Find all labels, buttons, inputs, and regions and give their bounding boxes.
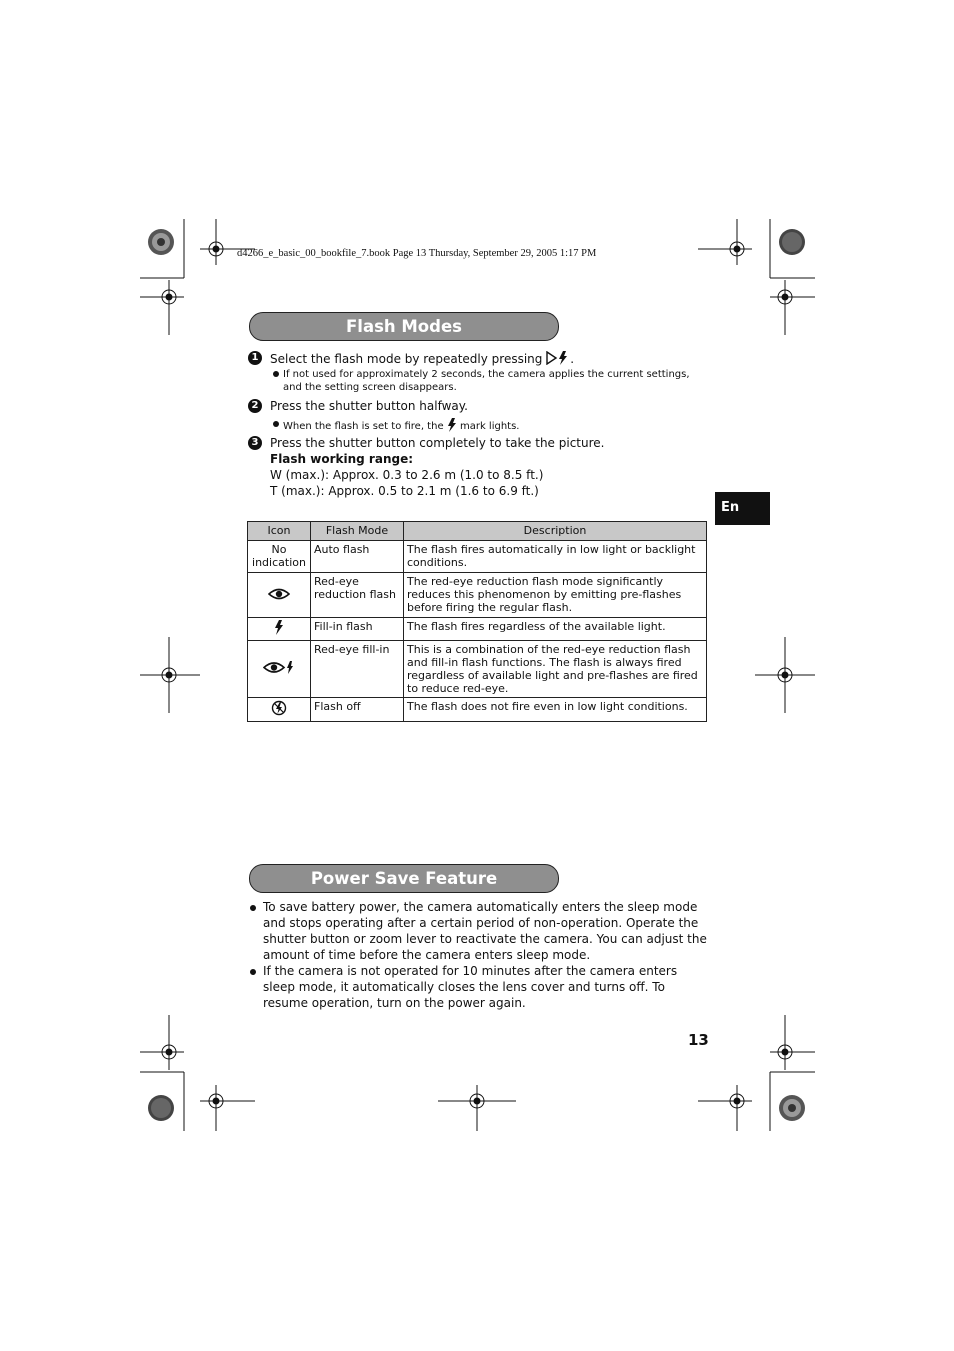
step-number: 2 (248, 399, 262, 413)
step-number: 1 (248, 351, 262, 365)
icon-cell: No indication (248, 541, 311, 573)
crosshair-mark (770, 280, 815, 335)
bullet-dot (273, 371, 279, 377)
mode-cell: Red-eye fill-in (311, 641, 404, 698)
table-header-description: Description (404, 522, 707, 541)
crosshair-mark (140, 1015, 184, 1070)
description-cell: This is a combination of the red-eye reduction flash and fill-in flash functions. The flash is always fired regardless of available light and pre-flashes are fired to reduce red-eye. (404, 641, 707, 698)
crosshair-mark (140, 637, 200, 713)
flash-range-label: Flash working range: (270, 452, 414, 466)
crosshair-mark (698, 219, 752, 265)
crosshair-mark (438, 1085, 516, 1131)
step-2-text: Press the shutter button halfway. (270, 399, 468, 413)
step-2-note-before: When the flash is set to fire, the (283, 421, 444, 432)
step-1-note: If not used for approximately 2 seconds, the camera applies the current settings, and the setting screen disappears. (283, 369, 690, 393)
icon-cell (248, 641, 311, 698)
description-cell: The flash fires regardless of the available light. (404, 618, 707, 641)
table-row (248, 641, 707, 698)
table-row (248, 618, 707, 641)
crosshair-mark (770, 1015, 815, 1070)
crosshair-mark (140, 280, 184, 335)
power-save-paragraph-1: To save battery power, the camera automatically enters the sleep mode and stops operating after a certain period of non-operation. Operate the shutter button or zoom lever to reactivate the camera. You can adjust the amount of time before the camera enters sleep mode. (263, 900, 707, 962)
mode-cell: Auto flash (311, 541, 404, 573)
step-1-label: Select the flash mode by repeatedly pressing (270, 352, 543, 366)
bullet-dot (250, 969, 256, 975)
step-2-note (283, 418, 520, 433)
step-1-suffix: . (570, 352, 575, 366)
power-save-paragraph-2: If the camera is not operated for 10 minutes after the camera enters sleep mode, it automatically closes the lens cover and turns off. To resume operation, turn on the power again. (263, 964, 678, 1010)
print-header: d4266_e_basic_00_bookfile_7.book Page 13 Thursday, September 29, 2005 1:17 PM (237, 248, 597, 259)
red-eye-fill-in-icon (263, 660, 295, 675)
mode-cell: Fill-in flash (311, 618, 404, 641)
step-1-text (270, 351, 574, 366)
right-flash-button-icon (546, 351, 570, 365)
starburst-mark (779, 1095, 805, 1121)
table-header-row (248, 522, 707, 541)
flash-range-wide: W (max.): Approx. 0.3 to 2.6 m (1.0 to 8.5 ft.) (270, 468, 544, 482)
table-row (248, 573, 707, 618)
crosshair-mark (755, 637, 815, 713)
description-cell: The flash does not fire even in low light conditions. (404, 698, 707, 722)
step-2-note-after: mark lights. (459, 421, 520, 432)
crosshair-mark (698, 1085, 752, 1131)
icon-cell (248, 573, 311, 618)
language-tab: En (715, 492, 770, 525)
icon-cell (248, 698, 311, 722)
flash-icon (447, 418, 457, 432)
section-title-flash-modes: Flash Modes (249, 312, 559, 341)
table-header-mode: Flash Mode (311, 522, 404, 541)
halftone-circle-mark (779, 229, 805, 255)
mode-cell: Red-eye reduction flash (311, 573, 404, 618)
flash-mode-table (247, 521, 707, 722)
bullet-dot (250, 905, 256, 911)
flash-off-icon (271, 700, 287, 716)
mode-cell: Flash off (311, 698, 404, 722)
table-row (248, 698, 707, 722)
flash-icon (274, 620, 284, 635)
icon-cell (248, 618, 311, 641)
page-number: 13 (688, 1031, 709, 1049)
step-3-text: Press the shutter button completely to take the picture. (270, 436, 605, 450)
flash-range-tele: T (max.): Approx. 0.5 to 2.1 m (1.6 to 6.9 ft.) (270, 484, 539, 498)
halftone-circle-mark (148, 1095, 174, 1121)
section-title-power-save: Power Save Feature (249, 864, 559, 893)
starburst-mark (148, 229, 174, 255)
description-cell: The red-eye reduction flash mode significantly reduces this phenomenon by emitting pre-flashes before firing the regular flash. (404, 573, 707, 618)
step-number: 3 (248, 436, 262, 450)
bullet-dot (273, 421, 279, 427)
description-cell: The flash fires automatically in low light or backlight conditions. (404, 541, 707, 573)
red-eye-icon (268, 587, 290, 601)
table-row (248, 541, 707, 573)
crosshair-mark (200, 1085, 255, 1131)
table-header-icon: Icon (248, 522, 311, 541)
